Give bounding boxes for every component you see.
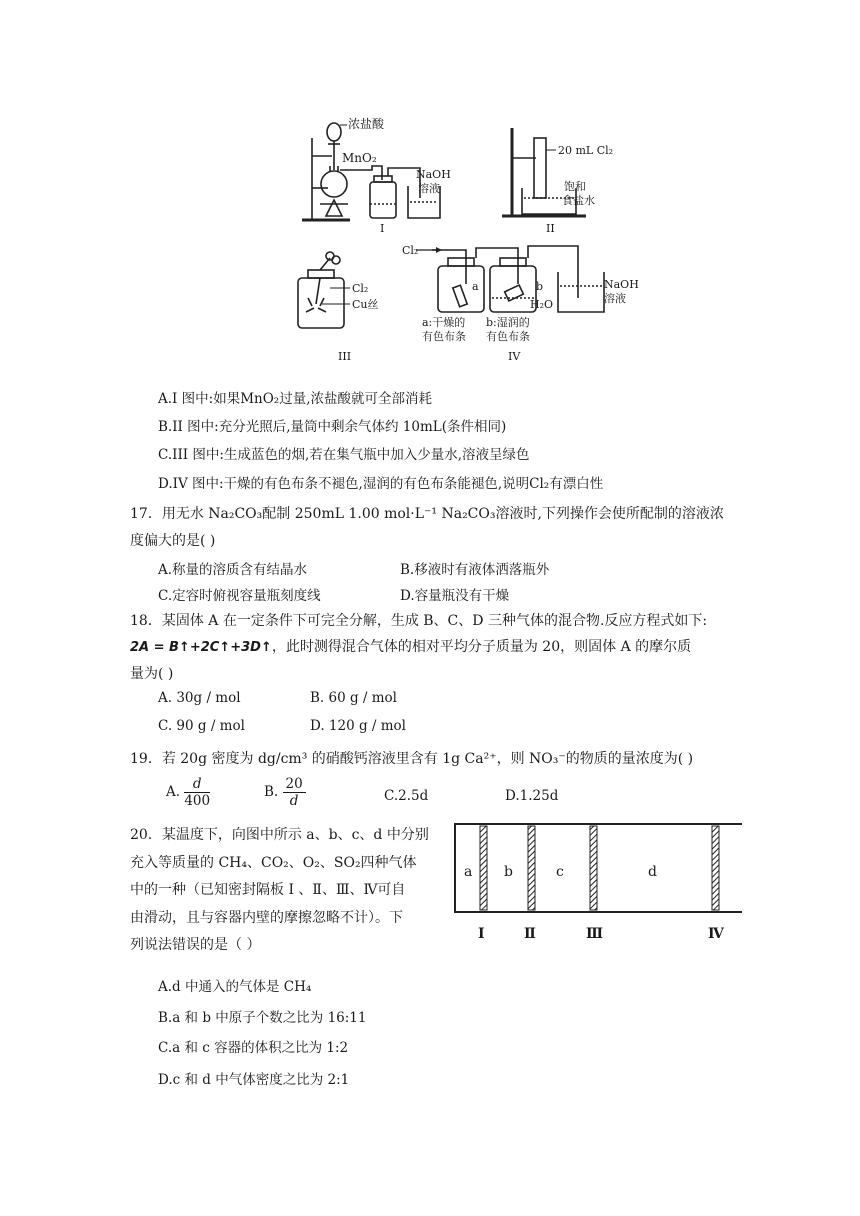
q19-option-b-denominator: d	[289, 793, 299, 809]
q19-option-b-prefix: B.	[264, 784, 279, 800]
partition-I	[480, 826, 487, 910]
q20-stem-line5: 列说法错误的是（ ）	[130, 937, 261, 953]
label-strip-b: b	[536, 280, 544, 293]
q19-option-a-denominator: 400	[184, 793, 211, 809]
partition-II	[528, 826, 535, 910]
q20-option-c: C.a 和 c 容器的体积之比为 1:2	[158, 1040, 349, 1056]
caption-b-line1: b:湿润的	[486, 316, 530, 329]
roman-I: I	[380, 222, 385, 235]
q19-option-b-fraction	[283, 776, 306, 809]
roman-III: III	[338, 350, 352, 363]
q20-option-a: A.d 中通入的气体是 CH₄	[158, 979, 312, 995]
label-solution-I: 溶液	[418, 182, 440, 195]
label-naoh-IV: NaOH	[604, 278, 639, 291]
q19-option-b	[264, 776, 306, 809]
q18-option-d: D. 120 g / mol	[310, 718, 407, 734]
label-strip-a: a	[472, 280, 479, 293]
q17-option-c: C.定容时俯视容量瓶刻度线	[158, 588, 321, 604]
q20-stem-line1: 20．某温度下，向图中所示 a、b、c、d 中分别	[130, 827, 429, 843]
label-saturated: 饱和	[564, 180, 586, 193]
q16-option-c: C.III 图中:生成蓝色的烟,若在集气瓶中加入少量水,溶液呈绿色	[158, 447, 530, 463]
q19-option-a-fraction	[184, 776, 210, 809]
q20-stem-line4: 由滑动，且与容器内壁的摩擦忽略不计）。下	[130, 909, 403, 926]
caption-a-line2: 有色布条	[422, 330, 466, 343]
q16-option-d: D.IV 图中:干燥的有色布条不褪色,湿润的有色布条能褪色,说明Cl₂有漂白性	[158, 476, 604, 492]
q16-option-b: B.II 图中:充分光照后,量筒中剩余气体约 10mL(条件相同)	[158, 419, 507, 435]
label-h2o: H₂O	[530, 298, 554, 311]
q18-option-b: B. 60 g / mol	[310, 690, 397, 706]
q18-stem-line3: 量为( )	[130, 666, 174, 682]
partition-container-figure	[452, 820, 744, 950]
label-solution-IV: 溶液	[604, 292, 626, 305]
partition-III-label: Ⅲ	[586, 926, 604, 942]
label-cu-wire: Cu丝	[352, 298, 379, 311]
apparatus-figure	[290, 108, 680, 370]
q17-option-b: B.移液时有液体洒落瓶外	[400, 562, 550, 578]
q18-stem-line2: ，此时测得混合气体的相对平均分子质量为 20，则固体 A 的摩尔质	[271, 639, 692, 655]
partition-IV	[712, 826, 719, 910]
q17-stem-line2: 度偏大的是( )	[130, 533, 216, 549]
label-cl2-III: Cl₂	[352, 282, 369, 295]
compartment-c-label: c	[556, 864, 564, 880]
q19-stem: 19．若 20g 密度为 dg/cm³ 的硝酸钙溶液里含有 1g Ca²⁺，则 NO₃⁻的物质的量浓度为( )	[130, 751, 694, 767]
q19-option-a-prefix: A.	[166, 784, 181, 800]
partition-IV-label: Ⅳ	[708, 926, 724, 942]
q18-option-a: A. 30g / mol	[158, 690, 241, 706]
q20-option-b: B.a 和 b 中原子个数之比为 16:11	[158, 1010, 367, 1026]
q18-stem-line1: 18．某固体 A 在一定条件下可完全分解，生成 B、C、D 三种气体的混合物.反应方程式如下:	[130, 613, 708, 629]
label-brine: 食盐水	[562, 194, 595, 207]
q19-option-a	[166, 776, 210, 809]
q20-option-d: D.c 和 d 中气体密度之比为 2:1	[158, 1072, 350, 1088]
partition-II-label: Ⅱ	[524, 926, 536, 942]
q17-stem-line1: 17．用无水 Na₂CO₃配制 250mL 1.00 mol·L⁻¹ Na₂CO₃溶液时,下列操作会使所配制的溶液浓	[130, 506, 724, 522]
q18-equation: 2A = B↑+2C↑+3D↑	[130, 640, 272, 655]
partition-I-label: Ⅰ	[478, 926, 485, 942]
roman-IV: IV	[508, 350, 521, 363]
q19-option-a-numerator: d	[184, 776, 210, 793]
q19-option-d: D.1.25d	[505, 788, 559, 804]
roman-II: II	[546, 222, 555, 235]
label-naoh-I: NaOH	[416, 168, 451, 181]
label-20ml-cl2: 20 mL Cl₂	[558, 144, 614, 157]
q16-option-a: A.I 图中:如果MnO₂过量,浓盐酸就可全部消耗	[158, 391, 433, 407]
q17-option-d: D.容量瓶没有干燥	[400, 588, 510, 604]
label-mno2: MnO₂	[342, 151, 377, 165]
q17-option-a: A.称量的溶质含有结晶水	[158, 562, 308, 578]
compartment-a-label: a	[464, 864, 473, 880]
partition-III	[590, 826, 597, 910]
compartment-d-label: d	[648, 864, 657, 880]
q20-stem-line3: 中的一种（已知密封隔板 Ⅰ 、Ⅱ、Ⅲ、Ⅳ可自	[130, 882, 406, 898]
label-conc-hcl: 浓盐酸	[348, 117, 385, 131]
apparatus-IV	[432, 246, 604, 312]
apparatus-III	[298, 252, 344, 328]
caption-a-line1: a:干燥的	[422, 316, 466, 329]
q20-stem-line2: 充入等质量的 CH₄、CO₂、O₂、SO₂四种气体	[130, 854, 417, 871]
compartment-b-label: b	[504, 864, 513, 880]
caption-b-line2: 有色布条	[486, 330, 530, 343]
label-cl2-inlet: Cl₂	[402, 244, 419, 257]
q18-option-c: C. 90 g / mol	[158, 718, 245, 734]
q19-option-c: C.2.5d	[384, 788, 429, 804]
q19-option-b-numerator: 20	[283, 776, 306, 793]
